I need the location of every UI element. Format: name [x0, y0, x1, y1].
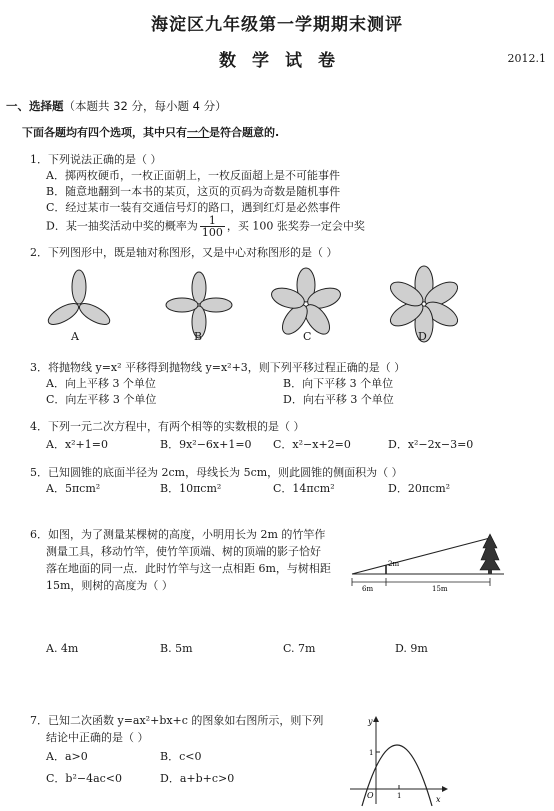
q3-stem: 3．将抛物线 y=x² 平移得到抛物线 y=x²+3，则下列平移过程正确的是（ ）: [30, 361, 406, 374]
q5-stem: 5．已知圆锥的底面半径为 2cm，母线长为 5cm，则此圆锥的侧面积为（ ）: [30, 466, 403, 479]
q6-figure: [352, 532, 507, 594]
q4-stem: 4．下列一元二次方程中，有两个相等的实数根的是（ ）: [30, 420, 305, 433]
q7-origin-label: O: [367, 791, 374, 800]
q1-option-a: A．掷两枚硬币，一枚正面朝上，一枚反面超上是不可能事件: [46, 169, 340, 182]
q6-left-label: 6m: [362, 585, 374, 593]
section-instruction: [22, 124, 279, 140]
q6-option-d: D. 9m: [395, 642, 428, 655]
q2-label-a: A: [71, 330, 79, 343]
section-heading: [6, 98, 227, 114]
fraction-numerator: 1: [200, 215, 225, 227]
q7-line-2: 结论中正确的是（ ）: [46, 731, 149, 744]
q4-option-c: C．x²−x+2=0: [273, 438, 351, 451]
section-note: （本题共 32 分，每小题 4 分）: [63, 99, 227, 113]
q7-option-c: C．b²−4ac<0: [46, 772, 123, 785]
q2-label-d: D: [418, 330, 427, 343]
q6-line-3: 落在地面的同一点．此时竹竿与这一点相距 6m，与树相距: [46, 562, 331, 575]
q7-option-b: B．c<0: [160, 750, 202, 763]
q2-label-c: C: [303, 330, 312, 343]
q1-option-d: [46, 215, 365, 238]
q4-option-b: B．9x²−6x+1=0: [160, 438, 252, 451]
q3-option-d: D．向右平移 3 个单位: [283, 393, 394, 406]
q7-x-label: x: [436, 795, 441, 804]
exam-subtitle: 数学试卷: [219, 51, 351, 71]
q1-option-b: B．随意地翻到一本书的某页，这页的页码为奇数是随机事件: [46, 185, 341, 198]
q4-option-d: D．x²−2x−3=0: [388, 438, 474, 451]
q1-option-d-text: D．某一抽奖活动中奖的概率为: [46, 219, 198, 233]
fraction-denominator: 100: [201, 226, 223, 239]
q1-option-d-tail: ，买 100 张奖券一定会中奖: [226, 219, 365, 233]
q6-line-1: 6．如图，为了测量某棵树的高度，小明用长为 2m 的竹竿作: [30, 528, 326, 541]
q5-option-d: D．20πcm²: [388, 482, 451, 495]
q1-stem: 1．下列说法正确的是（ ）: [30, 153, 162, 166]
instruction-underlined: 一个: [187, 126, 209, 139]
q6-line-2: 测量工具，移动竹竿，使竹竿顶端、树的顶端的影子恰好: [46, 545, 321, 558]
exam-date: 2012.1: [507, 52, 546, 65]
q7-parabola-figure: [350, 714, 450, 806]
q6-option-a: A. 4m: [46, 642, 79, 655]
q7-y-tick-label: 1: [369, 749, 374, 757]
q7-option-a: A．a>0: [46, 750, 88, 763]
q5-option-b: B．10πcm²: [160, 482, 222, 495]
q5-option-c: C．14πcm²: [273, 482, 335, 495]
q6-line-4: 15m，则树的高度为（ ）: [46, 579, 173, 592]
q2-stem: 2．下列图形中，既是轴对称图形，又是中心对称图形的是（ ）: [30, 246, 338, 259]
q4-option-a: A．x²+1=0: [46, 438, 108, 451]
q6-option-c: C. 7m: [283, 642, 316, 655]
q3-option-c: C．向左平移 3 个单位: [46, 393, 157, 406]
instruction-part-b: 是符合题意的.: [209, 126, 280, 139]
q7-y-label: y: [368, 717, 373, 726]
fraction: [200, 215, 225, 238]
instruction-part-a: 下面各题均有四个选项，其中只有: [22, 126, 187, 139]
section-title: 一、选择题: [6, 99, 64, 113]
q2-label-b: B: [194, 330, 203, 343]
q6-option-b: B. 5m: [160, 642, 193, 655]
q7-x-tick-label: 1: [397, 792, 402, 800]
q3-option-a: A．向上平移 3 个单位: [46, 377, 156, 390]
q5-option-a: A．5πcm²: [46, 482, 101, 495]
q6-right-label: 15m: [432, 585, 448, 593]
exam-title: 海淀区九年级第一学期期末测评: [151, 15, 403, 35]
q7-option-d: D．a+b+c>0: [160, 772, 235, 785]
q2-figure-a: [44, 270, 114, 340]
q6-pole-label: 2m: [388, 560, 400, 568]
q1-option-c: C．经过某市一装有交通信号灯的路口，遇到红灯是必然事件: [46, 201, 341, 214]
q3-option-b: B．向下平移 3 个单位: [283, 377, 394, 390]
q7-line-1: 7．已知二次函数 y=ax²+bx+c 的图象如右图所示，则下列: [30, 714, 324, 727]
